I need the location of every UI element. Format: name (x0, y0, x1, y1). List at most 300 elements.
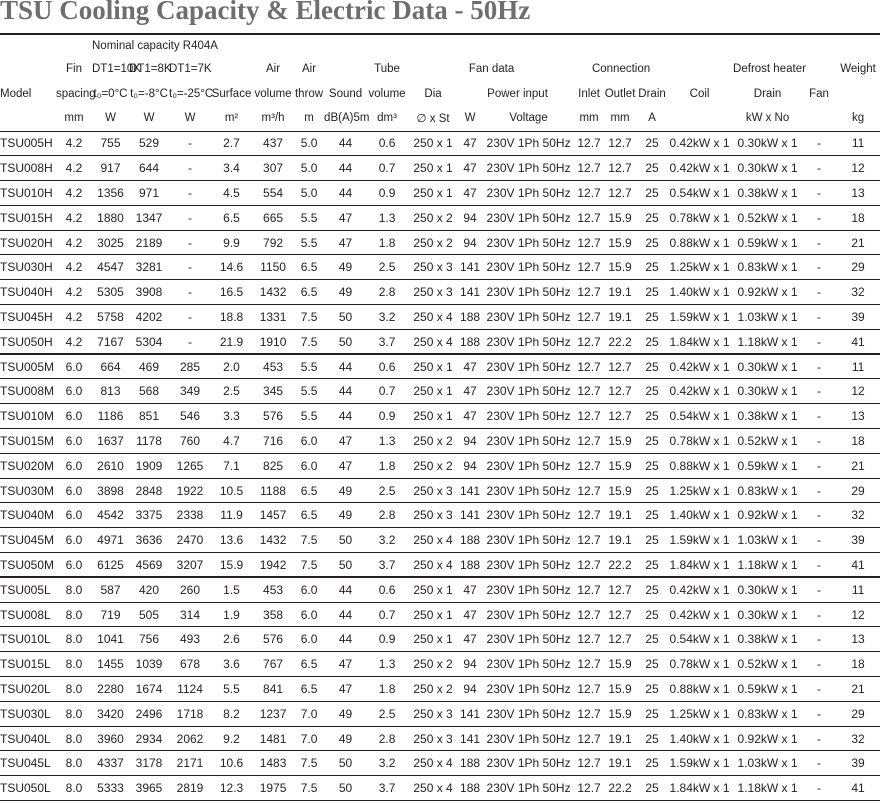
cell-capacity-m: 644 (129, 156, 169, 181)
cell-drain: 25 (638, 478, 666, 503)
cell-weight: 29 (836, 255, 880, 280)
cell-inlet: 12.7 (576, 602, 602, 627)
cell-weight: 13 (836, 181, 880, 206)
cell-voltage: 230V 1Ph 50Hz (481, 478, 576, 503)
cell-capacity-m: 1909 (129, 453, 169, 478)
cell-fan-dia: 250 x 1 (407, 354, 459, 379)
cell-heater-drain: 0.52kW x 1 (733, 652, 802, 677)
cell-tube-volume: 1.3 (367, 652, 407, 677)
cell-fan-power: 188 (459, 528, 481, 553)
cell-coil: 0.78kW x 1 (666, 205, 733, 230)
cell-air-throw: 7.5 (294, 305, 324, 330)
cell-fan-power: 188 (459, 305, 481, 330)
cell-capacity-l: 1922 (169, 478, 211, 503)
cell-model: TSU008H (0, 156, 56, 181)
cell-drain: 25 (638, 156, 666, 181)
table-row (0, 404, 880, 429)
voltage-unit: Voltage (481, 106, 576, 131)
surface-header: Surface (211, 87, 252, 100)
cell-fan-power: 47 (459, 354, 481, 379)
cell-fin-spacing: 8.0 (56, 776, 92, 801)
cell-coil: 1.59kW x 1 (666, 751, 733, 776)
cell-fan-power: 141 (459, 503, 481, 528)
cell-air-throw: 5.5 (294, 230, 324, 255)
outlet-header: Outlet (604, 87, 636, 100)
cell-fan-power: 141 (459, 255, 481, 280)
air-volume-header: Air (266, 62, 281, 75)
cell-surface: 13.6 (211, 528, 252, 553)
cell-inlet: 12.7 (576, 677, 602, 702)
cell-coil: 0.54kW x 1 (666, 627, 733, 652)
cell-weight: 39 (836, 528, 880, 553)
table-row (0, 181, 880, 206)
cell-sound: 47 (324, 230, 367, 255)
cell-sound: 44 (324, 577, 367, 602)
cell-inlet: 12.7 (576, 354, 602, 379)
cell-coil: 0.78kW x 1 (666, 652, 733, 677)
cell-surface: 2.0 (211, 354, 252, 379)
cell-sound: 50 (324, 528, 367, 553)
cell-surface: 18.8 (211, 305, 252, 330)
cell-outlet: 15.9 (602, 652, 638, 677)
cell-capacity-l: 349 (169, 379, 211, 404)
cell-tube-volume: 0.6 (367, 354, 407, 379)
cell-heater-drain: 0.38kW x 1 (733, 181, 802, 206)
table-row (0, 652, 880, 677)
cell-air-throw: 7.5 (294, 329, 324, 354)
table-row (0, 205, 880, 230)
cell-capacity-m: 3375 (129, 503, 169, 528)
cell-tube-volume: 3.2 (367, 305, 407, 330)
cell-capacity-m: 1347 (129, 205, 169, 230)
cell-outlet: 19.1 (602, 751, 638, 776)
cell-fin-spacing: 8.0 (56, 726, 92, 751)
cell-heater-drain: 0.83kW x 1 (733, 701, 802, 726)
cell-capacity-h: 1356 (92, 181, 129, 206)
cell-fin-spacing: 4.2 (56, 205, 92, 230)
cell-coil: 0.42kW x 1 (666, 156, 733, 181)
table-row (0, 577, 880, 602)
cell-fan-power: 47 (459, 602, 481, 627)
cell-fan-power: 47 (459, 379, 481, 404)
cell-fan-dia: 250 x 2 (407, 205, 459, 230)
cell-fan: - (802, 652, 836, 677)
cell-capacity-m: 3908 (129, 280, 169, 305)
cell-surface: 5.5 (211, 677, 252, 702)
cell-fan: - (802, 156, 836, 181)
fan-data-header: Fan data (468, 62, 515, 75)
cell-tube-volume: 3.7 (367, 329, 407, 354)
cell-outlet: 12.7 (602, 156, 638, 181)
cell-sound: 50 (324, 751, 367, 776)
cell-drain: 25 (638, 503, 666, 528)
te-l-header: t₀=-25°C (169, 87, 214, 100)
fin-unit: mm (56, 106, 92, 131)
cell-capacity-l: - (169, 305, 211, 330)
cell-tube-volume: 3.2 (367, 528, 407, 553)
cell-air-throw: 5.0 (294, 156, 324, 181)
cell-inlet: 12.7 (576, 478, 602, 503)
cell-surface: 3.3 (211, 404, 252, 429)
cell-fin-spacing: 8.0 (56, 677, 92, 702)
table-row (0, 726, 880, 751)
cell-capacity-l: 760 (169, 429, 211, 454)
cell-capacity-m: 4569 (129, 553, 169, 578)
cell-inlet: 12.7 (576, 156, 602, 181)
cell-air-volume: 1910 (252, 329, 294, 354)
cell-fan-dia: 250 x 1 (407, 379, 459, 404)
cell-tube-volume: 2.5 (367, 478, 407, 503)
cell-air-throw: 7.5 (294, 751, 324, 776)
cell-capacity-m: 2496 (129, 701, 169, 726)
cell-weight: 13 (836, 404, 880, 429)
cell-tube-volume: 0.6 (367, 577, 407, 602)
cell-model: TSU030L (0, 701, 56, 726)
cell-weight: 21 (836, 677, 880, 702)
cell-capacity-m: 5304 (129, 329, 169, 354)
cell-surface: 4.5 (211, 181, 252, 206)
cell-outlet: 19.1 (602, 305, 638, 330)
table-row (0, 627, 880, 652)
cell-capacity-h: 3898 (92, 478, 129, 503)
fan-header: Fan (809, 87, 829, 100)
cell-surface: 10.5 (211, 478, 252, 503)
cell-capacity-h: 4337 (92, 751, 129, 776)
cell-voltage: 230V 1Ph 50Hz (481, 429, 576, 454)
cell-fan-power: 94 (459, 677, 481, 702)
fan-dia-unit: ∅ x St (407, 106, 459, 131)
table-row (0, 478, 880, 503)
cell-air-throw: 5.5 (294, 205, 324, 230)
cell-fin-spacing: 4.2 (56, 255, 92, 280)
cell-fan: - (802, 305, 836, 330)
cell-outlet: 12.7 (602, 627, 638, 652)
cell-weight: 13 (836, 627, 880, 652)
cell-heater-drain: 0.92kW x 1 (733, 280, 802, 305)
cell-outlet: 12.7 (602, 577, 638, 602)
cell-inlet: 12.7 (576, 205, 602, 230)
dt-h-header: DT1=10K (92, 62, 141, 75)
cell-weight: 21 (836, 453, 880, 478)
cell-heater-drain: 0.30kW x 1 (733, 156, 802, 181)
cell-air-volume: 1432 (252, 280, 294, 305)
table-row (0, 230, 880, 255)
cell-weight: 41 (836, 329, 880, 354)
cell-fin-spacing: 8.0 (56, 751, 92, 776)
cell-fan: - (802, 131, 836, 156)
cell-drain: 25 (638, 528, 666, 553)
cell-fin-spacing: 6.0 (56, 379, 92, 404)
cell-air-throw: 7.0 (294, 701, 324, 726)
cell-heater-drain: 0.38kW x 1 (733, 627, 802, 652)
cell-weight: 12 (836, 156, 880, 181)
cell-fan: - (802, 230, 836, 255)
cell-inlet: 12.7 (576, 503, 602, 528)
cell-fan-power: 94 (459, 652, 481, 677)
cell-voltage: 230V 1Ph 50Hz (481, 776, 576, 801)
cell-air-volume: 437 (252, 131, 294, 156)
cell-air-throw: 7.0 (294, 726, 324, 751)
cell-heater-drain: 0.59kW x 1 (733, 677, 802, 702)
cell-capacity-l: - (169, 329, 211, 354)
tube-volume-sub: volume (368, 87, 406, 100)
cell-fin-spacing: 4.2 (56, 280, 92, 305)
cell-sound: 50 (324, 305, 367, 330)
cell-capacity-h: 6125 (92, 553, 129, 578)
air-volume-sub: volume (254, 87, 292, 100)
cell-capacity-h: 2280 (92, 677, 129, 702)
cell-capacity-l: 1124 (169, 677, 211, 702)
cell-sound: 44 (324, 156, 367, 181)
cell-fin-spacing: 6.0 (56, 528, 92, 553)
cell-capacity-m: 971 (129, 181, 169, 206)
cell-weight: 21 (836, 230, 880, 255)
cell-inlet: 12.7 (576, 528, 602, 553)
cell-capacity-h: 664 (92, 354, 129, 379)
cell-fan: - (802, 280, 836, 305)
table-row (0, 255, 880, 280)
cell-air-throw: 5.5 (294, 354, 324, 379)
table-row (0, 429, 880, 454)
cell-model: TSU045H (0, 305, 56, 330)
cell-voltage: 230V 1Ph 50Hz (481, 156, 576, 181)
cell-fan-dia: 250 x 2 (407, 652, 459, 677)
cell-inlet: 12.7 (576, 305, 602, 330)
cell-inlet: 12.7 (576, 627, 602, 652)
cell-sound: 47 (324, 652, 367, 677)
tube-header: Tube (374, 62, 400, 75)
cell-tube-volume: 0.9 (367, 404, 407, 429)
cell-fan: - (802, 379, 836, 404)
cell-air-volume: 345 (252, 379, 294, 404)
cell-model: TSU010H (0, 181, 56, 206)
table-header (0, 35, 880, 131)
cell-heater-drain: 1.03kW x 1 (733, 528, 802, 553)
cell-sound: 44 (324, 379, 367, 404)
cell-outlet: 19.1 (602, 503, 638, 528)
weight-header: Weight (840, 62, 876, 75)
cell-inlet: 12.7 (576, 255, 602, 280)
cell-surface: 11.9 (211, 503, 252, 528)
cell-tube-volume: 2.8 (367, 280, 407, 305)
cell-capacity-l: 2171 (169, 751, 211, 776)
cell-model: TSU050H (0, 329, 56, 354)
cell-air-volume: 1150 (252, 255, 294, 280)
table-row (0, 379, 880, 404)
te-h-header: t₀=0°C (93, 87, 128, 100)
cell-outlet: 15.9 (602, 478, 638, 503)
sound-header: Sound (328, 87, 363, 100)
cell-capacity-h: 1041 (92, 627, 129, 652)
cell-capacity-l: 678 (169, 652, 211, 677)
cell-surface: 21.9 (211, 329, 252, 354)
cell-fan: - (802, 354, 836, 379)
cell-drain: 25 (638, 553, 666, 578)
cell-heater-drain: 0.83kW x 1 (733, 255, 802, 280)
cell-fan: - (802, 751, 836, 776)
cell-voltage: 230V 1Ph 50Hz (481, 553, 576, 578)
air-throw-sub: throw (294, 87, 324, 100)
cell-model: TSU045M (0, 528, 56, 553)
cell-air-volume: 1483 (252, 751, 294, 776)
cell-capacity-h: 1880 (92, 205, 129, 230)
cell-fin-spacing: 6.0 (56, 503, 92, 528)
cell-voltage: 230V 1Ph 50Hz (481, 602, 576, 627)
cell-fan-dia: 250 x 4 (407, 528, 459, 553)
cell-model: TSU015H (0, 205, 56, 230)
cell-air-volume: 825 (252, 453, 294, 478)
cell-fan-dia: 250 x 3 (407, 503, 459, 528)
cell-air-throw: 7.5 (294, 528, 324, 553)
cell-drain: 25 (638, 329, 666, 354)
cell-model: TSU010L (0, 627, 56, 652)
cell-inlet: 12.7 (576, 577, 602, 602)
cell-surface: 7.1 (211, 453, 252, 478)
cell-inlet: 12.7 (576, 379, 602, 404)
cell-capacity-h: 719 (92, 602, 129, 627)
cell-air-volume: 307 (252, 156, 294, 181)
heater-drain-unit: kW x No (733, 106, 802, 131)
cell-weight: 12 (836, 379, 880, 404)
cell-weight: 39 (836, 305, 880, 330)
cell-sound: 47 (324, 453, 367, 478)
cell-tube-volume: 1.3 (367, 429, 407, 454)
cell-capacity-l: 493 (169, 627, 211, 652)
data-table (0, 35, 880, 801)
header-row-title (0, 35, 880, 56)
cell-tube-volume: 2.5 (367, 255, 407, 280)
cell-voltage: 230V 1Ph 50Hz (481, 205, 576, 230)
cell-air-volume: 1432 (252, 528, 294, 553)
cell-heater-drain: 1.03kW x 1 (733, 305, 802, 330)
cell-coil: 0.54kW x 1 (666, 181, 733, 206)
cell-capacity-h: 1637 (92, 429, 129, 454)
cell-fan: - (802, 577, 836, 602)
cell-model: TSU005M (0, 354, 56, 379)
cell-air-volume: 576 (252, 627, 294, 652)
nominal-capacity-label: Nominal capacity R404A (92, 39, 218, 52)
cell-capacity-h: 755 (92, 131, 129, 156)
cell-capacity-l: 314 (169, 602, 211, 627)
cell-outlet: 15.9 (602, 701, 638, 726)
cell-fin-spacing: 8.0 (56, 602, 92, 627)
cell-fan-power: 141 (459, 701, 481, 726)
cell-model: TSU005H (0, 131, 56, 156)
cell-fin-spacing: 4.2 (56, 131, 92, 156)
cell-tube-volume: 0.9 (367, 627, 407, 652)
cell-fan-dia: 250 x 2 (407, 429, 459, 454)
cell-heater-drain: 1.18kW x 1 (733, 329, 802, 354)
cell-model: TSU050M (0, 553, 56, 578)
cap-l-unit: W (169, 106, 211, 131)
cell-capacity-l: 2338 (169, 503, 211, 528)
fan-dia-header: Dia (424, 87, 442, 100)
cell-fin-spacing: 6.0 (56, 478, 92, 503)
table-row (0, 528, 880, 553)
table-row (0, 156, 880, 181)
cell-surface: 16.5 (211, 280, 252, 305)
cell-capacity-h: 4542 (92, 503, 129, 528)
cell-fan-power: 47 (459, 577, 481, 602)
cell-inlet: 12.7 (576, 701, 602, 726)
cell-inlet: 12.7 (576, 751, 602, 776)
cell-air-volume: 665 (252, 205, 294, 230)
cell-weight: 18 (836, 205, 880, 230)
cell-capacity-h: 587 (92, 577, 129, 602)
cell-capacity-m: 851 (129, 404, 169, 429)
cell-inlet: 12.7 (576, 131, 602, 156)
cell-surface: 10.6 (211, 751, 252, 776)
cell-outlet: 15.9 (602, 255, 638, 280)
cell-inlet: 12.7 (576, 726, 602, 751)
cell-drain: 25 (638, 577, 666, 602)
cell-capacity-h: 2610 (92, 453, 129, 478)
cell-air-volume: 1481 (252, 726, 294, 751)
cell-voltage: 230V 1Ph 50Hz (481, 354, 576, 379)
cell-outlet: 19.1 (602, 726, 638, 751)
cell-fan-power: 94 (459, 230, 481, 255)
cell-fan: - (802, 478, 836, 503)
cell-air-throw: 6.0 (294, 453, 324, 478)
cell-heater-drain: 0.38kW x 1 (733, 404, 802, 429)
table-row (0, 305, 880, 330)
cell-drain: 25 (638, 205, 666, 230)
cell-drain: 25 (638, 453, 666, 478)
cell-sound: 44 (324, 627, 367, 652)
cell-capacity-m: 1039 (129, 652, 169, 677)
cell-coil: 0.88kW x 1 (666, 453, 733, 478)
te-m-header: t₀=-8°C (130, 87, 168, 100)
cell-fan: - (802, 404, 836, 429)
cell-fan: - (802, 677, 836, 702)
cell-air-volume: 1188 (252, 478, 294, 503)
cell-air-throw: 6.0 (294, 602, 324, 627)
cell-heater-drain: 0.59kW x 1 (733, 230, 802, 255)
cap-m-unit: W (129, 106, 169, 131)
cell-fan-power: 47 (459, 627, 481, 652)
cell-capacity-l: 1718 (169, 701, 211, 726)
cell-capacity-l: 285 (169, 354, 211, 379)
cell-surface: 3.6 (211, 652, 252, 677)
cell-fan-power: 141 (459, 726, 481, 751)
cell-coil: 1.25kW x 1 (666, 478, 733, 503)
drain-header: Drain (638, 87, 666, 100)
cell-fan-dia: 250 x 3 (407, 701, 459, 726)
cell-voltage: 230V 1Ph 50Hz (481, 181, 576, 206)
cell-air-throw: 7.5 (294, 776, 324, 801)
cell-coil: 0.42kW x 1 (666, 379, 733, 404)
cell-sound: 49 (324, 478, 367, 503)
table-row (0, 553, 880, 578)
cell-weight: 11 (836, 577, 880, 602)
cell-capacity-l: 2062 (169, 726, 211, 751)
header-row-units (0, 106, 880, 131)
cell-inlet: 12.7 (576, 280, 602, 305)
cell-capacity-l: 260 (169, 577, 211, 602)
cell-capacity-m: 420 (129, 577, 169, 602)
cell-fan: - (802, 627, 836, 652)
cell-fan: - (802, 553, 836, 578)
cell-model: TSU010M (0, 404, 56, 429)
cell-outlet: 15.9 (602, 677, 638, 702)
cell-model: TSU030H (0, 255, 56, 280)
cell-surface: 9.9 (211, 230, 252, 255)
cell-outlet: 12.7 (602, 379, 638, 404)
cell-voltage: 230V 1Ph 50Hz (481, 131, 576, 156)
cell-inlet: 12.7 (576, 429, 602, 454)
cell-outlet: 22.2 (602, 776, 638, 801)
cell-drain: 25 (638, 726, 666, 751)
